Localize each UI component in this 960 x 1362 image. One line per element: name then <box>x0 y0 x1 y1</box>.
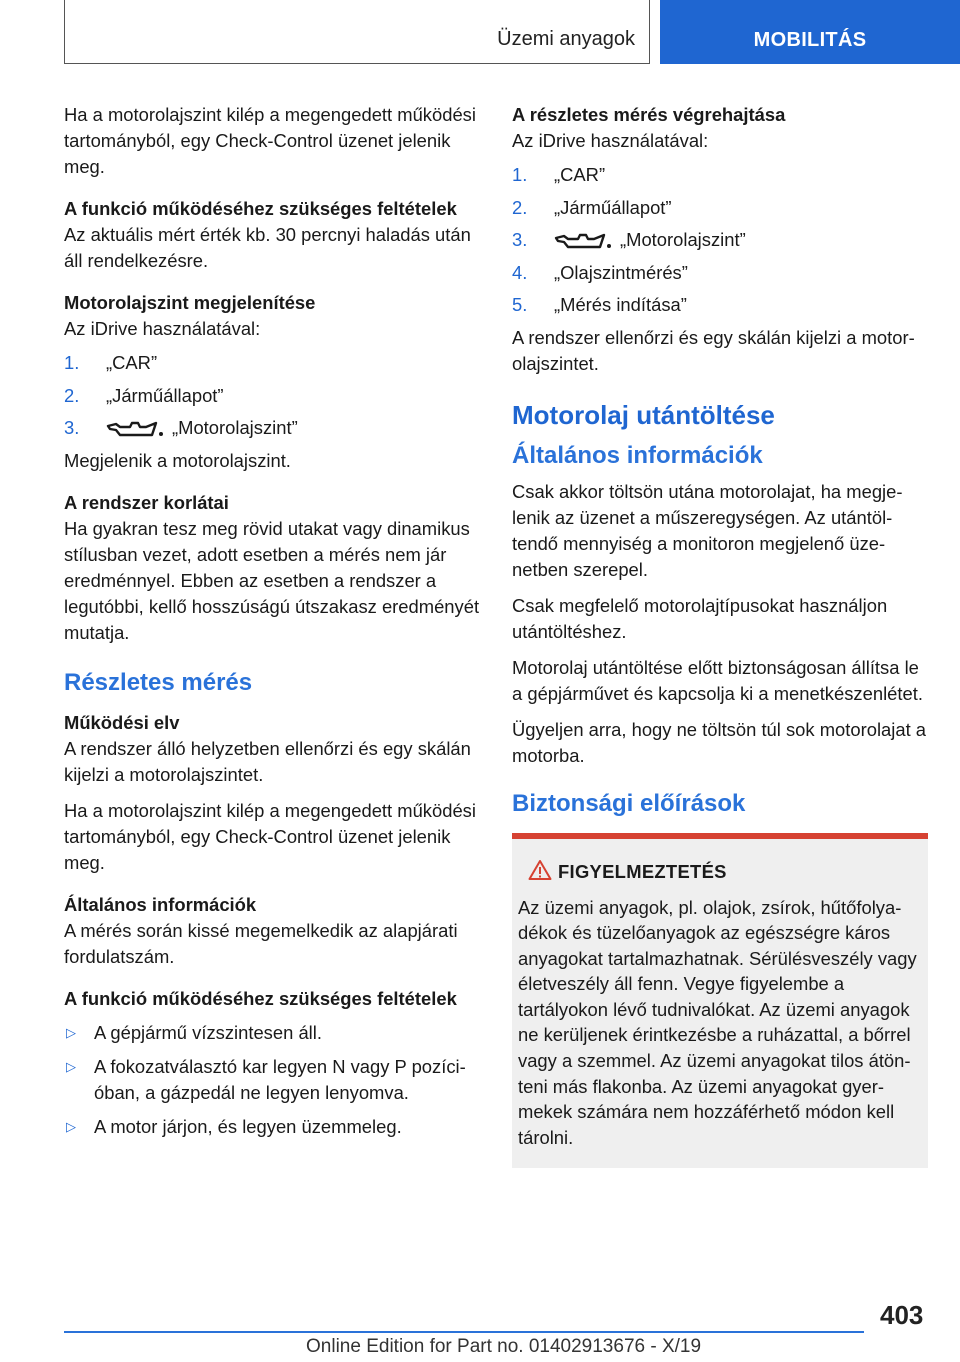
step-number: 4. <box>512 261 528 283</box>
step-list <box>512 162 928 318</box>
header-section-box <box>64 0 650 64</box>
list-item <box>64 1054 482 1106</box>
list-item <box>64 383 482 409</box>
step-text: „Olajszintmérés” <box>554 261 688 283</box>
page-number: 403 <box>880 1300 924 1330</box>
step-text: „Motorolajszint” <box>620 229 746 250</box>
paragraph: A rendszer ellenőrzi és egy skálán kijelzi a motorolajszintet. <box>512 326 915 374</box>
section-heading: Részletes mérés <box>64 668 253 696</box>
paragraph: Az iDrive használatával: <box>64 318 261 339</box>
paragraph: Ha a motorolajszint kilép a megengedett működési tartományból, egy Check-Control üzenet jelenik meg. <box>64 799 476 873</box>
oil-can-icon <box>554 230 612 252</box>
warning-text: Az üzemi anyagok, pl. olajok, zsírok, hűtőfolyadékok és tüzelőanyagok az egészségre káros anyagokat tartalmazhatnak. Sérülésveszély vagy életveszély áll fenn. Vegye figyelembe a tartályokon lévő tudnivalókat. Az üzemi anyagok ne kerüljenek érintkezésbe a ruházattal, a bőrrel vagy a szemmel. Az üzemi anyagokat tilos átönteni más flakonba. Az üzemi anyagokat gyermekek számára nem hozzáférhető módon kell tárolni. <box>518 896 917 1148</box>
right-column <box>512 102 928 1168</box>
step-number: 3. <box>512 229 528 250</box>
step-text: „Mérés indítása” <box>554 294 687 315</box>
warning-triangle-icon <box>528 859 552 881</box>
header-section-title: Üzemi anyagok <box>497 28 635 50</box>
footer-divider <box>64 1331 864 1333</box>
step-number: 2. <box>64 384 80 406</box>
list-item <box>512 162 928 188</box>
oil-can-icon <box>106 418 164 440</box>
step-text: „CAR” <box>106 352 158 373</box>
paragraph: A rendszer álló helyzetben ellenőrzi és egy skálán kijelzi a motorolajszintet. <box>64 737 471 785</box>
left-column <box>64 102 482 1148</box>
list-item <box>512 195 928 221</box>
paragraph: Csak akkor töltsön utána motorolajat, ha megjelenik az üzenet a műszeregységen. Az utántöltendő mennyiség a monitoron megjelenő üzenetben szerepel. <box>512 480 903 580</box>
paragraph: Megjelenik a motorolajszint. <box>64 449 291 471</box>
step-number: 1. <box>64 352 80 373</box>
warning-title: FIGYELMEZTETÉS <box>558 860 727 882</box>
subheading: Működési elv <box>64 711 180 733</box>
list-item <box>512 227 928 253</box>
paragraph: Ha a motorolajszint kilép a megengedett működési tartományból, egy Check-Control üzenet jelenik meg. <box>64 104 476 177</box>
subheading: A funkció működéséhez szükséges feltételek <box>64 198 457 219</box>
paragraph: Motorolaj utántöltése előtt biztonságosan állítsa le a gépjárművet és kapcsolja ki a menetkészenlétet. <box>512 656 923 704</box>
bullet-list <box>64 1020 482 1140</box>
paragraph: Csak megfelelő motorolajtípusokat használjon utántöltéshez. <box>512 594 888 642</box>
warning-title-row <box>518 859 922 885</box>
paragraph: Az iDrive használatával: <box>512 130 709 151</box>
list-item <box>512 260 928 286</box>
bullet-marker: ▷ <box>66 1118 76 1134</box>
step-number: 5. <box>512 294 528 315</box>
warning-box <box>512 833 928 1169</box>
paragraph: Ügyeljen arra, hogy ne töltsön túl sok motorolajat a motorba. <box>512 718 927 766</box>
subheading: Motorolajszint megjelenítése <box>64 292 316 313</box>
paragraph: A mérés során kissé megemelkedik az alapjárati fordulatszám. <box>64 919 458 967</box>
step-number: 1. <box>512 164 528 185</box>
list-item <box>64 415 482 441</box>
list-item <box>64 1114 482 1140</box>
step-number: 3. <box>64 417 80 438</box>
step-text: „Járműállapot” <box>106 384 224 406</box>
step-text: „Motorolajszint” <box>172 417 298 438</box>
main-heading: Motorolaj utántöltése <box>512 399 775 430</box>
paragraph: Az aktuális mért érték kb. 30 percnyi haladás után áll rendelkezésre. <box>64 224 471 271</box>
subheading: A rendszer korlátai <box>64 491 229 513</box>
header-chapter-label: MOBILITÁS <box>753 29 867 51</box>
bullet-marker: ▷ <box>66 1024 76 1040</box>
bullet-marker: ▷ <box>66 1058 76 1074</box>
step-text: „CAR” <box>554 164 606 185</box>
list-item <box>64 1020 482 1046</box>
footer-edition: Online Edition for Part no. 01402913676 - X/19 <box>306 1336 702 1357</box>
bullet-text: A motor járjon, és legyen üzemmeleg. <box>94 1115 402 1137</box>
subheading: Általános információk <box>64 893 257 915</box>
header-chapter-tab[interactable] <box>660 0 960 64</box>
paragraph: Ha gyakran tesz meg rövid utakat vagy dinamikus stílusban vezet, adott esetben a mérés nem jár eredménnyel. Ebben az esetben a rendszer a legutóbbi, kellő hosszúságú útszakasz eredményét mutatja. <box>64 517 480 643</box>
list-item <box>64 350 482 376</box>
subheading: A részletes mérés végrehajtása <box>512 104 786 125</box>
step-number: 2. <box>512 196 528 218</box>
step-text: „Járműállapot” <box>554 196 672 218</box>
step-list <box>64 350 482 441</box>
list-item <box>512 292 928 318</box>
section-heading: Általános információk <box>512 441 763 469</box>
bullet-text: A fokozatválasztó kar legyen N vagy P pozícióban, a gázpedál ne legyen lenyomva. <box>94 1055 466 1103</box>
subheading: A funkció működéséhez szükséges feltételek <box>64 987 457 1009</box>
section-heading: Biztonsági előírások <box>512 789 746 817</box>
bullet-text: A gépjármű vízszintesen áll. <box>94 1021 322 1043</box>
